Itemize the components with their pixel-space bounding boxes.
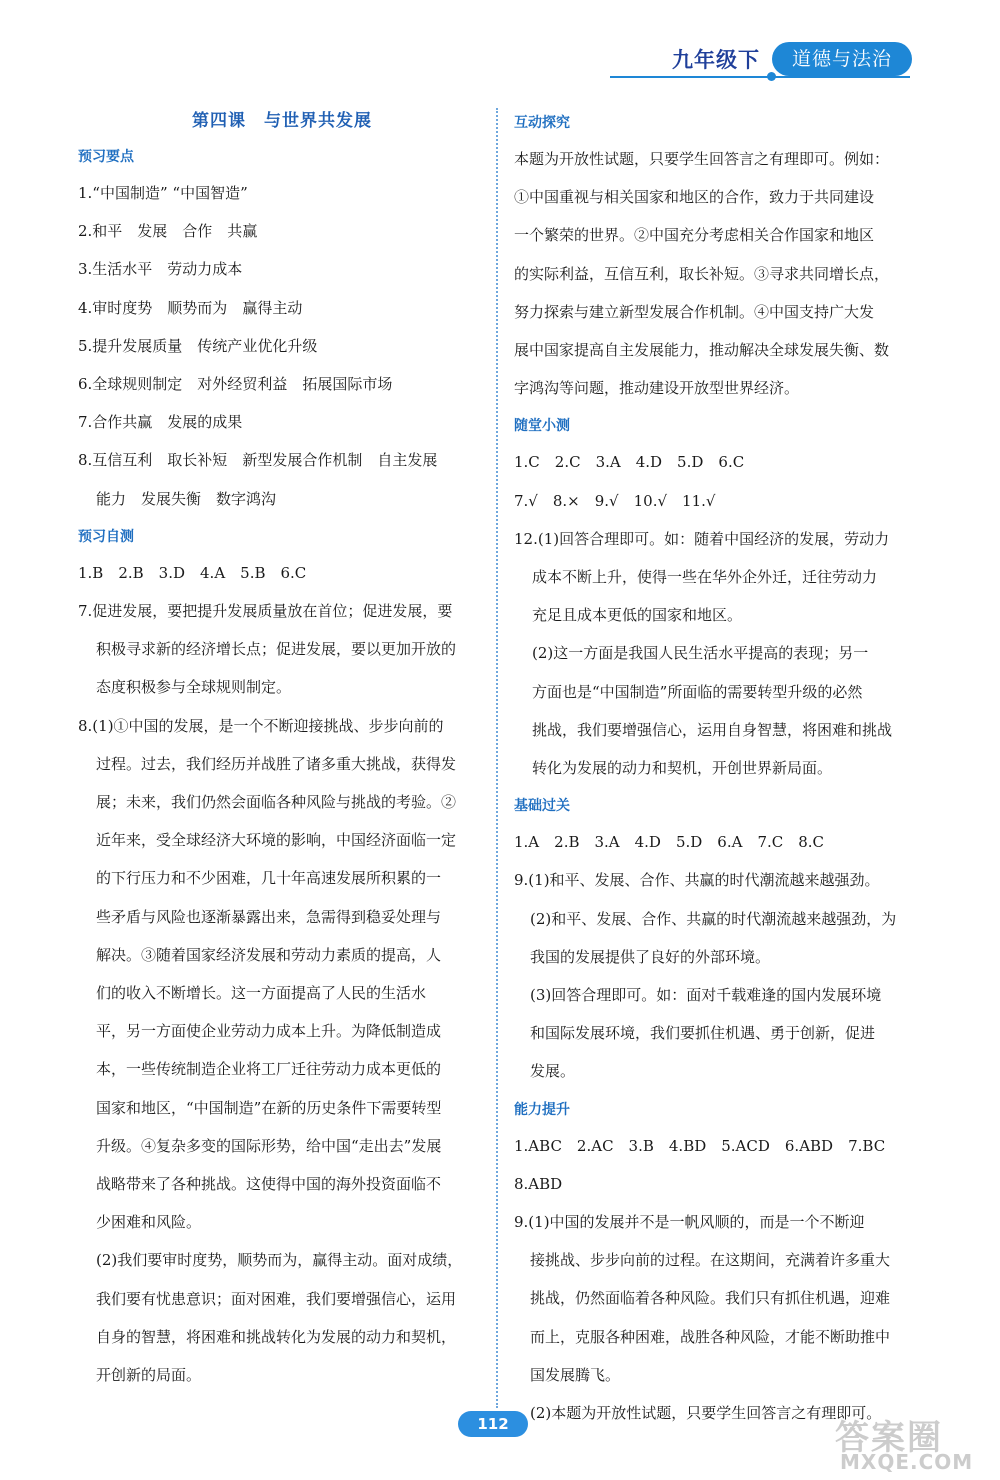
answer-line: 过程。过去，我们经历并战胜了诸多重大挑战，获得发 xyxy=(96,754,457,773)
section-heading-preview-test: 预习自测 xyxy=(78,528,134,545)
answer-line: 近年来，受全球经济大环境的影响，中国经济面临一定 xyxy=(96,831,457,850)
watermark-brand: 答案圈 xyxy=(835,1418,943,1458)
answer-line: 转化为发展的动力和契机，开创世界新局面。 xyxy=(532,759,833,778)
answer-line: 国家和地区，“中国制造”在新的历史条件下需要转型 xyxy=(96,1098,442,1117)
answer-line: 平，另一方面使企业劳动力成本上升。为降低制造成 xyxy=(96,1022,442,1041)
answer-line: 升级。④复杂多变的国际形势，给中国“走出去”发展 xyxy=(96,1136,442,1155)
answer-line: 1.B 2.B 3.D 4.A 5.B 6.C xyxy=(78,563,307,582)
answer-line: 一个繁荣的世界。②中国充分考虑相关合作国家和地区 xyxy=(514,226,875,245)
header-grade: 九年级下 xyxy=(672,48,760,72)
answer-line: 3.生活水平 劳动力成本 xyxy=(78,260,243,279)
answer-line: 8.(1)①中国的发展，是一个不断迎接挑战、步步向前的 xyxy=(78,716,444,735)
section-heading-class-quiz: 随堂小测 xyxy=(514,418,570,435)
answer-line: (2)和平、发展、合作、共赢的时代潮流越来越强劲，为 xyxy=(530,909,897,928)
answer-line: 发展。 xyxy=(530,1062,576,1081)
answer-line: 们的收入不断增长。这一方面提高了人民的生活水 xyxy=(96,984,427,1003)
watermark-url: MXQE.COM xyxy=(840,1450,974,1474)
answer-line: 努力探索与建立新型发展合作机制。④中国支持广大发 xyxy=(514,302,875,321)
answer-line: 成本不断上升，使得一些在华外企外迁，迁往劳动力 xyxy=(532,568,878,587)
answer-line: 的下行压力和不少困难，几十年高速发展所积累的一 xyxy=(96,869,442,888)
answer-line: 自身的智慧，将困难和挑战转化为发展的动力和契机， xyxy=(96,1327,457,1346)
answer-line: 我们要有忧患意识；面对困难，我们要增强信心，运用 xyxy=(96,1289,457,1308)
left-column xyxy=(78,104,486,1394)
header-dot xyxy=(767,72,776,81)
answer-line: 7.合作共赢 发展的成果 xyxy=(78,413,243,432)
answer-line: 字鸿沟等问题，推动建设开放型世界经济。 xyxy=(514,379,800,398)
answer-line: 和国际发展环境，我们要抓住机遇、勇于创新，促进 xyxy=(530,1024,876,1043)
answer-line: 7.√ 8.× 9.√ 10.√ 11.√ xyxy=(514,491,716,510)
header-underline xyxy=(610,76,910,78)
section-heading-ability-boost: 能力提升 xyxy=(514,1101,570,1118)
answer-line: 4.审时度势 顺势而为 赢得主动 xyxy=(78,298,303,317)
answer-line: 解决。③随着国家经济发展和劳动力素质的提高，人 xyxy=(96,945,442,964)
answer-line: 本，一些传统制造企业将工厂迁往劳动力成本更低的 xyxy=(96,1060,442,1079)
answer-line: (2)我们要审时度势，顺势而为，赢得主动。面对成绩， xyxy=(96,1251,463,1270)
answer-line: 战略带来了各种挑战。这使得中国的海外投资面临不 xyxy=(96,1175,442,1194)
answer-line: 1.A 2.B 3.A 4.D 5.D 6.A 7.C 8.C xyxy=(514,833,825,852)
answer-line: 展中国家提高自主发展能力，推动解决全球发展失衡、数 xyxy=(514,341,890,360)
answer-line: 5.提升发展质量 传统产业优化升级 xyxy=(78,336,318,355)
answer-line: 1.“中国制造” “中国智造” xyxy=(78,184,248,202)
answer-line: (3)回答合理即可。如：面对千载难逢的国内发展环境 xyxy=(530,986,882,1005)
page-number-badge: 112 xyxy=(458,1411,528,1437)
answer-line: 挑战，我们要增强信心，运用自身智慧，将困难和挑战 xyxy=(532,720,893,739)
answer-line: (2)本题为开放性试题，只要学生回答言之有理即可。 xyxy=(530,1404,882,1423)
answer-line: 8.ABD xyxy=(514,1174,563,1193)
answer-line: 挑战，仍然面临着各种风险。我们只有抓住机遇，迎难 xyxy=(530,1289,891,1308)
answer-line: 而上，克服各种困难，战胜各种风险，才能不断助推中 xyxy=(530,1327,891,1346)
column-divider xyxy=(496,108,498,1408)
answer-line: 1.ABC 2.AC 3.B 4.BD 5.ACD 6.ABD 7.BC xyxy=(514,1136,886,1155)
answer-line: 的实际利益，互信互利，取长补短。③寻求共同增长点， xyxy=(514,264,890,283)
answer-line: 我国的发展提供了良好的外部环境。 xyxy=(530,947,771,966)
answer-line: 2.和平 发展 合作 共赢 xyxy=(78,222,258,241)
section-heading-preview-points: 预习要点 xyxy=(78,149,134,165)
answer-line: 少困难和风险。 xyxy=(96,1213,202,1232)
answer-line: 能力 发展失衡 数字鸿沟 xyxy=(96,489,277,508)
lesson-title: 第四课 与世界共发展 xyxy=(192,111,372,131)
right-column xyxy=(514,104,916,1432)
answer-line: 9.(1)和平、发展、合作、共赢的时代潮流越来越强劲。 xyxy=(514,871,880,890)
answer-line: 1.C 2.C 3.A 4.D 5.D 6.C xyxy=(514,453,745,472)
answer-line: 积极寻求新的经济增长点；促进发展，要以更加开放的 xyxy=(96,640,457,659)
answer-line: 8.互信互利 取长补短 新型发展合作机制 自主发展 xyxy=(78,451,438,470)
answer-line: (2)这一方面是我国人民生活水平提高的表现；另一 xyxy=(532,644,869,663)
answer-line: 态度积极参与全球规则制定。 xyxy=(96,678,292,697)
section-heading-interactive-explore: 互动探究 xyxy=(514,115,570,131)
answer-line: 6.全球规则制定 对外经贸利益 拓展国际市场 xyxy=(78,375,393,394)
answer-line: ①中国重视与相关国家和地区的合作，致力于共同建设 xyxy=(514,188,875,207)
answer-line: 方面也是“中国制造”所面临的需要转型升级的必然 xyxy=(532,682,863,701)
answer-line: 7.促进发展，要把提升发展质量放在首位；促进发展，要 xyxy=(78,602,453,621)
header-subject-badge: 道德与法治 xyxy=(772,42,912,76)
answer-line: 充足且成本更低的国家和地区。 xyxy=(532,606,743,625)
answer-line: 国发展腾飞。 xyxy=(530,1365,621,1384)
answer-line: 9.(1)中国的发展并不是一帆风顺的，而是一个不断迎 xyxy=(514,1213,865,1232)
answer-line: 些矛盾与风险也逐渐暴露出来，急需得到稳妥处理与 xyxy=(96,907,442,926)
answer-line: 展；未来，我们仍然会面临各种风险与挑战的考验。② xyxy=(96,793,457,812)
answer-line: 开创新的局面。 xyxy=(96,1366,202,1385)
answer-line: 本题为开放性试题，只要学生回答言之有理即可。例如： xyxy=(514,150,890,168)
section-heading-basic-check: 基础过关 xyxy=(514,798,570,815)
answer-line: 12.(1)回答合理即可。如：随着中国经济的发展，劳动力 xyxy=(514,529,890,548)
answer-line: 接挑战、步步向前的过程。在这期间，充满着许多重大 xyxy=(530,1251,891,1270)
